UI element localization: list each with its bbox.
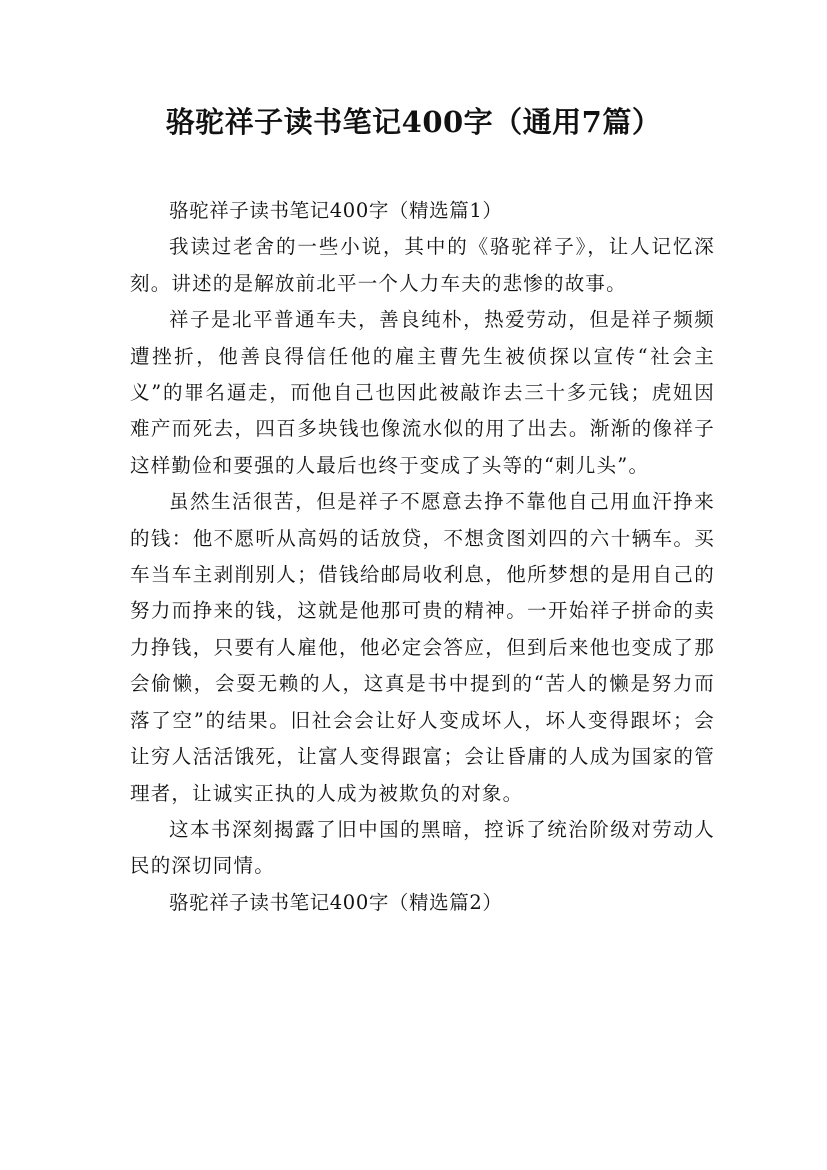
paragraph-2: 祥子是北平普通车夫，善良纯朴，热爱劳动，但是祥子频频遭挫折，他善良得信任他的雇主曹先生被侦探以宣传“社会主义”的罪名逼走，而他自己也因此被敲诈去三十多元钱；虎妞因难产而死去，四百多块钱也像流水似的用了出去。渐渐的像祥子这样勤俭和要强的人最后也终于变成了头等的“刺儿头”。 [130,308,715,477]
paragraph-4: 这本书深刻揭露了旧中国的黑暗，控诉了统治阶级对劳动人民的深切同情。 [130,817,715,878]
section-heading-1: 骆驼祥子读书笔记400字（精选篇1） [169,199,503,222]
paragraph-3: 虽然生活很苦，但是祥子不愿意去挣不靠他自己用血汗挣来的钱：他不愿听从高妈的话放贷，不想贪图刘四的六十辆车。买车当车主剥削别人；借钱给邮局收利息，他所梦想的是用自己的努力而挣来的钱，这就是他那可贵的精神。一开始祥子拼命的卖力挣钱，只要有人雇他，他必定会答应，但到后来他也变成了那会偷懒，会耍无赖的人，这真是书中提到的“苦人的懒是努力而落了空”的结果。旧社会会让好人变成坏人，坏人变得跟坏；会让穷人活活饿死，让富人变得跟富；会让昏庸的人成为国家的管理者，让诚实正执的人成为被欺负的对象。 [130,490,715,805]
paragraph-1: 我读过老舍的一些小说，其中的《骆驼祥子》，让人记忆深刻。讲述的是解放前北平一个人力车夫的悲惨的故事。 [130,235,715,295]
document-body [130,193,715,921]
section-heading-2: 骆驼祥子读书笔记400字（精选篇2） [169,890,503,914]
document-title: 骆驼祥子读书笔记400字（通用7篇） [165,105,662,139]
